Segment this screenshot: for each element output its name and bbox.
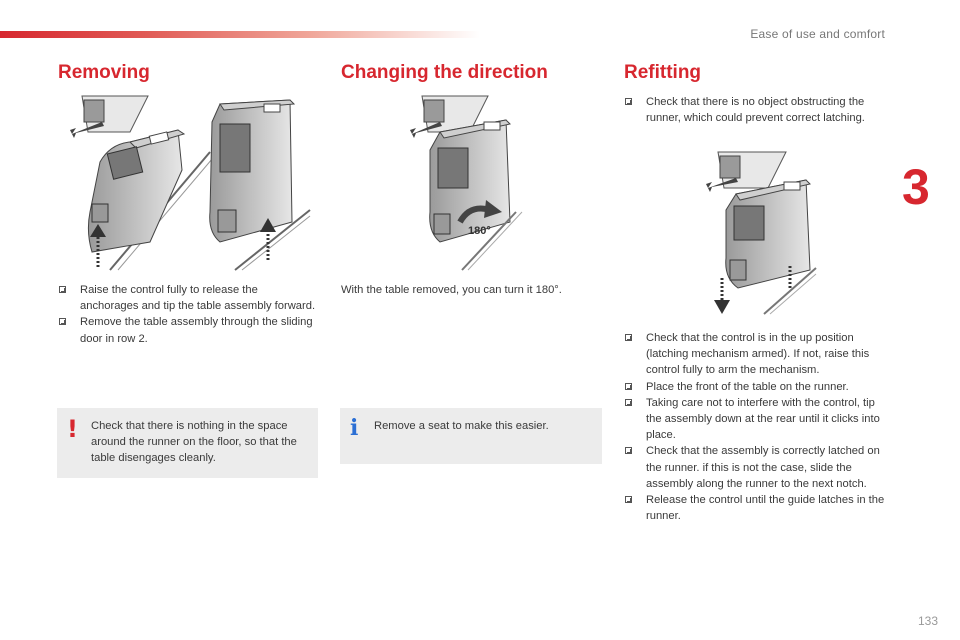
section-title: Ease of use and comfort	[750, 27, 885, 41]
checkbox-bullet-icon	[625, 383, 632, 390]
checkbox-bullet-icon	[625, 447, 632, 454]
removing-steps	[58, 282, 318, 347]
page-number: 133	[917, 614, 938, 628]
checkbox-bullet-icon	[59, 318, 66, 325]
rotation-label: 180°	[468, 225, 491, 237]
changing-title: Changing the direction	[341, 62, 548, 83]
refitting-steps	[624, 330, 890, 524]
removing-illustration	[70, 92, 315, 272]
warning-icon: !	[67, 415, 78, 443]
removing-section	[58, 62, 320, 84]
list-item: Check that the assembly is correctly latched on the runner. if this is not the case, slide the assembly along the runner to the next notch.	[624, 443, 890, 492]
list-item: Check that there is no object obstructing the runner, which could prevent correct latching.	[624, 94, 874, 126]
info-note: i Remove a seat to make this easier.	[340, 408, 602, 464]
list-item: Raise the control fully to release the anchorages and tip the table assembly forward.	[58, 282, 318, 314]
list-item: Release the control until the guide latches in the runner.	[624, 492, 890, 524]
checkbox-bullet-icon	[625, 334, 632, 341]
list-item: Place the front of the table on the runner.	[624, 379, 890, 395]
changing-text: With the table removed, you can turn it 180°.	[341, 284, 562, 296]
checkbox-bullet-icon	[625, 98, 632, 105]
checkbox-bullet-icon	[59, 286, 66, 293]
removing-title: Removing	[58, 62, 150, 83]
list-item: Check that the control is in the up position (latching mechanism armed). If not, raise this control fully to arm the mechanism.	[624, 330, 890, 379]
refitting-title: Refitting	[624, 62, 702, 83]
refitting-section	[624, 62, 894, 84]
refitting-precheck	[624, 94, 874, 126]
chapter-number: 3	[902, 159, 930, 215]
checkbox-bullet-icon	[625, 496, 632, 503]
list-item: Taking care not to interfere with the control, tip the assembly down at the rear until it clicks into place.	[624, 395, 890, 444]
changing-section	[341, 62, 603, 84]
refitting-illustration	[706, 150, 818, 315]
info-icon: i	[350, 415, 359, 441]
header-color-bar	[0, 31, 480, 38]
rotation-illustration	[410, 92, 530, 272]
checkbox-bullet-icon	[625, 399, 632, 406]
warning-note: ! Check that there is nothing in the space around the runner on the floor, so that the table disengages cleanly.	[57, 408, 318, 478]
list-item: Remove the table assembly through the sliding door in row 2.	[58, 314, 318, 346]
